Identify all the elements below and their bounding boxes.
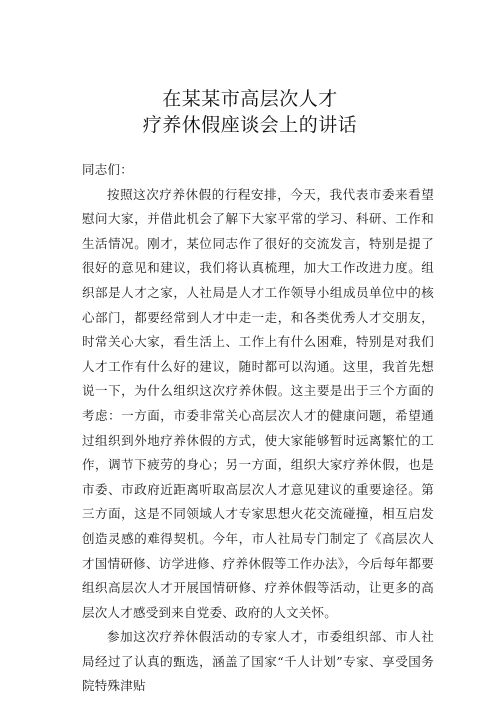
document-body <box>82 158 434 699</box>
salutation: 同志们： <box>82 162 134 177</box>
title-line-1: 在某某市高层次人才 <box>162 88 338 110</box>
title-line-2: 疗养休假座谈会上的讲话 <box>142 114 358 136</box>
document-title <box>0 86 500 138</box>
paragraph-2: 参加这次疗养休假活动的专家人才，市委组织部、市人社局经过了认真的甄选，涵盖了国家“千人计划”专家、享受国务院特殊津贴 <box>82 629 434 694</box>
paragraph-1: 按照这次疗养休假的行程安排，今天，我代表市委来看望慰问大家，并借此机会了解下大家平常的学习、科研、工作和生活情况。刚才，某位同志作了很好的交流发言，特别是提了很好的意见和建议，我们将认真梳理，加大工作改进力度。组织部是人才之家，人社局是人才工作领导小组成员单位中的核心部门，都要经常到人才中走一走，和各类优秀人才交朋友，时常关心大家，看生活上、工作上有什么困难，特别是对我们人才工作有什么好的建议，随时都可以沟通。这里，我首先想说一下，为什么组织这次疗养休假。这主要是出于三个方面的考虑：一方面，市委非常关心高层次人才的健康问题，希望通过组织到外地疗养休假的方式，使大家能够暂时远离繁忙的工作，调节下疲劳的身心；另一方面，组织大家疗养休假，也是市委、市政府近距离听取高层次人才意见建议的重要途径。第三方面，这是不同领域人才专家思想火花交流碰撞，相互启发创造灵感的难得契机。今年，市人社局专门制定了《高层次人才国情研修、访学进修、疗养休假等工作办法》，今后每年都要组织高层次人才开展国情研修、疗养休假等活动，让更多的高层次人才感受到来自党委、政府的人文关怀。 <box>82 186 434 620</box>
